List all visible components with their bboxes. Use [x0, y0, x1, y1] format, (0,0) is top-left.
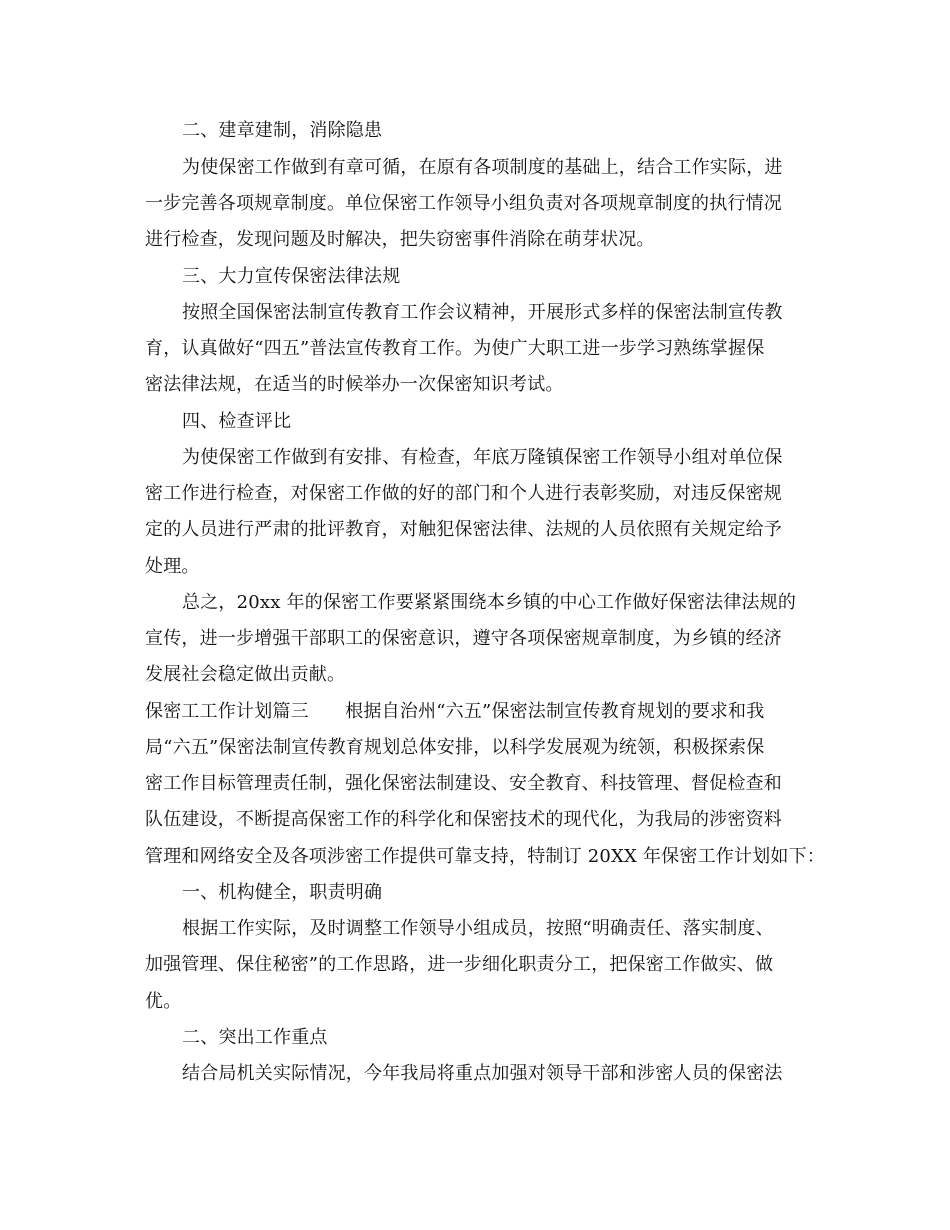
paragraph-line: 密法律法规，在适当的时候举办一次保密知识考试。 — [145, 374, 564, 395]
paragraph-line: 根据工作实际，及时调整工作领导小组成员，按照“明确责任、落实制度、 — [182, 918, 774, 939]
paragraph-line: 局“六五”保密法制宣传教育规划总体安排，以科学发展观为统领，积极探索保 — [145, 737, 765, 758]
paragraph-line: 处理。 — [145, 556, 200, 577]
paragraph-line: 密工作进行检查，对保密工作做的好的部门和个人进行表彰奖励，对违反保密规 — [145, 483, 782, 504]
section-heading: 二、突出工作重点 — [182, 1027, 328, 1048]
paragraph-line: 优。 — [145, 991, 182, 1012]
paragraph-line: 宣传，进一步增强干部职工的保密意识，遵守各项保密规章制度，为乡镇的经济 — [145, 628, 782, 649]
paragraph-line: 育，认真做好“四五”普法宣传教育工作。为使广大职工进一步学习熟练掌握保 — [145, 338, 765, 359]
paragraph-line: 加强管理、保住秘密”的工作思路，进一步细化职责分工，把保密工作做实、做 — [145, 954, 774, 975]
paragraph-line: 进行检查，发现问题及时解决，把失窃密事件消除在萌芽状况。 — [145, 229, 655, 250]
paragraph-line: 为使保密工作做到有章可循，在原有各项制度的基础上，结合工作实际，进 — [182, 157, 783, 178]
paragraph-line: 管理和网络安全及各项涉密工作提供可靠支持，特制订 20XX 年保密工作计划如下： — [145, 846, 825, 867]
paragraph-line: 队伍建设，不断提高保密工作的科学化和保密技术的现代化，为我局的涉密资料 — [145, 809, 782, 830]
paragraph-line: 为使保密工作做到有安排、有检查，年底万隆镇保密工作领导小组对单位保 — [182, 447, 783, 468]
section-heading: 一、机构健全，职责明确 — [182, 882, 383, 903]
section-heading: 三、大力宣传保密法律法规 — [182, 266, 401, 287]
paragraph-line: 总之，20xx 年的保密工作要紧紧围绕本乡镇的中心工作做好保密法律法规的 — [182, 592, 797, 613]
paragraph-line: 密工作目标管理责任制，强化保密法制建设、安全教育、科技管理、督促检查和 — [145, 773, 782, 794]
section-heading: 二、建章建制，消除隐患 — [182, 120, 383, 141]
paragraph-line: 定的人员进行严肃的批评教育，对触犯保密法律、法规的人员依照有关规定给予 — [145, 519, 782, 540]
paragraph-line: 结合局机关实际情况，今年我局将重点加强对领导干部和涉密人员的保密法 — [182, 1063, 783, 1084]
section-heading: 四、检查评比 — [182, 411, 292, 432]
paragraph-line: 发展社会稳定做出贡献。 — [145, 664, 346, 685]
article-title-line: 保密工工作计划篇三 根据自治州“六五”保密法制宣传教育规划的要求和我 — [145, 701, 765, 722]
paragraph-line: 按照全国保密法制宣传教育工作会议精神，开展形式多样的保密法制宣传教 — [182, 302, 783, 323]
paragraph-line: 一步完善各项规章制度。单位保密工作领导小组负责对各项规章制度的执行情况 — [145, 193, 782, 214]
